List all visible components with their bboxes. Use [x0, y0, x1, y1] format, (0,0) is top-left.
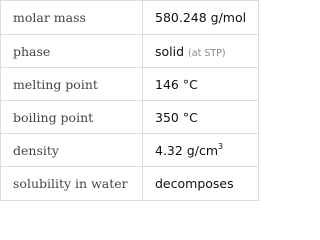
table-row-boiling-point: [1, 100, 258, 133]
table-row-density: [1, 133, 258, 166]
property-value: solid: [155, 44, 185, 59]
property-value: 4.32 g/cm: [155, 143, 219, 158]
property-note: (at STP): [188, 48, 226, 59]
table-row-molar-mass: [1, 1, 258, 34]
property-label: density: [13, 143, 59, 158]
property-value-wrapper: [155, 35, 226, 68]
property-value-wrapper: [155, 134, 223, 167]
property-superscript: 3: [218, 141, 224, 151]
property-label: boiling point: [13, 110, 94, 125]
table-row-phase: [1, 34, 258, 67]
property-value: 350 °C: [155, 110, 198, 125]
property-label: phase: [13, 44, 51, 59]
table-row-melting-point: [1, 67, 258, 100]
property-label: molar mass: [13, 10, 86, 25]
property-label: melting point: [13, 77, 98, 92]
property-label: solubility in water: [13, 176, 128, 191]
property-value: decomposes: [155, 176, 234, 191]
table-row-solubility: [1, 166, 258, 199]
property-value: 580.248 g/mol: [155, 10, 247, 25]
property-value: 146 °C: [155, 77, 198, 92]
